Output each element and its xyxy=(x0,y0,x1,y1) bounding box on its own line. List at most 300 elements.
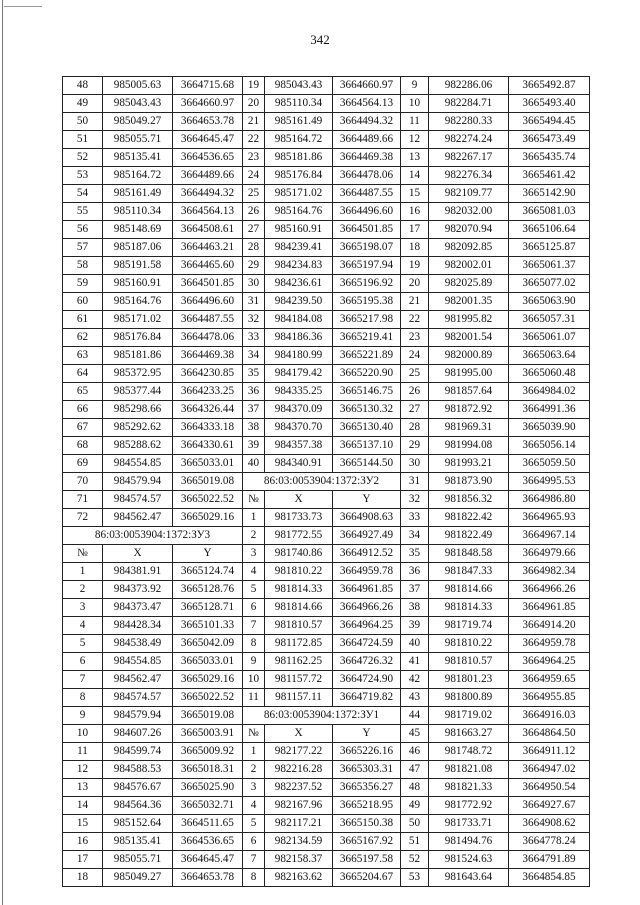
x-coordinate-cell: 981993.21 xyxy=(429,455,509,473)
y-coordinate-cell: 3665039.90 xyxy=(509,419,590,437)
point-number-cell: 29 xyxy=(243,257,265,275)
y-coordinate-cell: 3664950.54 xyxy=(509,779,590,797)
y-coordinate-cell: 3664961.85 xyxy=(509,599,590,617)
y-coordinate-cell: 3664965.93 xyxy=(509,509,590,527)
x-coordinate-cell: 982032.00 xyxy=(429,203,509,221)
point-number-cell: 6 xyxy=(243,833,265,851)
y-coordinate-cell: 3665033.01 xyxy=(173,455,243,473)
x-coordinate-cell: 985164.72 xyxy=(265,131,333,149)
y-column-header: Y xyxy=(173,545,243,563)
x-coordinate-cell: 981995.82 xyxy=(429,311,509,329)
x-coordinate-cell: 985171.02 xyxy=(265,185,333,203)
y-coordinate-cell: 3665144.50 xyxy=(333,455,401,473)
point-number-cell: 4 xyxy=(63,617,103,635)
x-coordinate-cell: 984381.91 xyxy=(103,563,173,581)
point-number-cell: 30 xyxy=(401,455,429,473)
point-number-cell: 23 xyxy=(401,329,429,347)
table-row xyxy=(63,257,590,275)
x-coordinate-cell: 982001.54 xyxy=(429,329,509,347)
y-coordinate-cell: 3665106.64 xyxy=(509,221,590,239)
y-coordinate-cell: 3664916.03 xyxy=(509,707,590,725)
y-coordinate-cell: 3664494.32 xyxy=(333,113,401,131)
x-coordinate-cell: 982070.94 xyxy=(429,221,509,239)
y-coordinate-cell: 3665125.87 xyxy=(509,239,590,257)
table-row xyxy=(63,563,590,581)
table-row xyxy=(63,293,590,311)
point-number-cell: 13 xyxy=(401,149,429,167)
point-number-cell: 5 xyxy=(63,635,103,653)
x-coordinate-cell: 981848.58 xyxy=(429,545,509,563)
x-coordinate-cell: 985181.86 xyxy=(265,149,333,167)
x-column-header: X xyxy=(103,545,173,563)
point-number-cell: 38 xyxy=(243,419,265,437)
x-coordinate-cell: 984554.85 xyxy=(103,653,173,671)
y-coordinate-cell: 3664508.61 xyxy=(173,221,243,239)
point-number-cell: 50 xyxy=(63,113,103,131)
y-coordinate-cell: 3664966.26 xyxy=(509,581,590,599)
y-coordinate-cell: 3664465.60 xyxy=(173,257,243,275)
point-number-cell: 28 xyxy=(243,239,265,257)
table-row xyxy=(63,671,590,689)
y-coordinate-cell: 3665198.07 xyxy=(333,239,401,257)
point-number-cell: 21 xyxy=(243,113,265,131)
point-number-cell: 1 xyxy=(243,509,265,527)
x-coordinate-cell: 985171.02 xyxy=(103,311,173,329)
x-coordinate-cell: 981814.66 xyxy=(429,581,509,599)
y-coordinate-cell: 3664487.55 xyxy=(333,185,401,203)
y-coordinate-cell: 3665218.95 xyxy=(333,797,401,815)
y-coordinate-cell: 3665042.09 xyxy=(173,635,243,653)
point-number-cell: 26 xyxy=(401,383,429,401)
x-coordinate-cell: 985187.06 xyxy=(103,239,173,257)
y-coordinate-cell: 3665196.92 xyxy=(333,275,401,293)
x-coordinate-cell: 985135.41 xyxy=(103,833,173,851)
point-number-cell: 25 xyxy=(401,365,429,383)
x-coordinate-cell: 981494.76 xyxy=(429,833,509,851)
point-number-cell: 40 xyxy=(401,635,429,653)
point-number-cell: 57 xyxy=(63,239,103,257)
point-number-cell: 5 xyxy=(243,581,265,599)
x-coordinate-cell: 985160.91 xyxy=(265,221,333,239)
table-row xyxy=(63,599,590,617)
point-number-cell: 19 xyxy=(401,257,429,275)
point-number-cell: 48 xyxy=(401,779,429,797)
point-number-cell: 5 xyxy=(243,815,265,833)
x-coordinate-cell: 981810.57 xyxy=(429,653,509,671)
point-number-cell: 11 xyxy=(401,113,429,131)
table-row xyxy=(63,797,590,815)
y-coordinate-cell: 3664478.06 xyxy=(333,167,401,185)
point-number-cell: 26 xyxy=(243,203,265,221)
table-row xyxy=(63,419,590,437)
y-coordinate-cell: 3665204.67 xyxy=(333,869,401,887)
y-coordinate-cell: 3664230.85 xyxy=(173,365,243,383)
x-coordinate-cell: 981847.33 xyxy=(429,563,509,581)
y-coordinate-cell: 3664947.02 xyxy=(509,761,590,779)
point-number-cell: 35 xyxy=(401,545,429,563)
point-number-cell: 61 xyxy=(63,311,103,329)
point-number-cell: 20 xyxy=(401,275,429,293)
y-coordinate-cell: 3665060.48 xyxy=(509,365,590,383)
x-coordinate-cell: 981810.22 xyxy=(265,563,333,581)
point-number-cell: 65 xyxy=(63,383,103,401)
point-number-cell: 12 xyxy=(63,761,103,779)
x-coordinate-cell: 984607.26 xyxy=(103,725,173,743)
y-coordinate-cell: 3665221.89 xyxy=(333,347,401,365)
y-coordinate-cell: 3664719.82 xyxy=(333,689,401,707)
table-row xyxy=(63,689,590,707)
table-row xyxy=(63,221,590,239)
x-coordinate-cell: 984576.67 xyxy=(103,779,173,797)
y-coordinate-cell: 3665226.16 xyxy=(333,743,401,761)
y-coordinate-cell: 3665056.14 xyxy=(509,437,590,455)
y-coordinate-cell: 3664478.06 xyxy=(173,329,243,347)
y-coordinate-cell: 3665128.71 xyxy=(173,599,243,617)
y-coordinate-cell: 3664778.24 xyxy=(509,833,590,851)
x-coordinate-cell: 984538.49 xyxy=(103,635,173,653)
y-coordinate-cell: 3664964.25 xyxy=(333,617,401,635)
table-row xyxy=(63,743,590,761)
y-coordinate-cell: 3664645.47 xyxy=(173,131,243,149)
x-coordinate-cell: 985055.71 xyxy=(103,131,173,149)
point-number-cell: 38 xyxy=(401,599,429,617)
x-coordinate-cell: 981733.73 xyxy=(265,509,333,527)
x-coordinate-cell: 981157.11 xyxy=(265,689,333,707)
point-number-cell: 62 xyxy=(63,329,103,347)
x-coordinate-cell: 982274.24 xyxy=(429,131,509,149)
table-row xyxy=(63,725,590,743)
coordinates-table-body xyxy=(63,77,590,887)
y-coordinate-cell: 3665137.10 xyxy=(333,437,401,455)
y-coordinate-cell: 3664233.25 xyxy=(173,383,243,401)
x-coordinate-cell: 981822.42 xyxy=(429,509,509,527)
x-coordinate-cell: 981969.31 xyxy=(429,419,509,437)
point-number-cell: 42 xyxy=(401,671,429,689)
y-coordinate-cell: 3665493.40 xyxy=(509,95,590,113)
y-coordinate-cell: 3664469.38 xyxy=(173,347,243,365)
y-coordinate-cell: 3664494.32 xyxy=(173,185,243,203)
x-coordinate-cell: 984179.42 xyxy=(265,365,333,383)
x-coordinate-cell: 981772.92 xyxy=(429,797,509,815)
point-number-cell: 6 xyxy=(63,653,103,671)
table-row xyxy=(63,329,590,347)
y-coordinate-cell: 3664961.85 xyxy=(333,581,401,599)
point-number-cell: 25 xyxy=(243,185,265,203)
point-number-cell: 27 xyxy=(401,401,429,419)
point-number-cell: 50 xyxy=(401,815,429,833)
y-coordinate-cell: 3665029.16 xyxy=(173,671,243,689)
y-coordinate-cell: 3665195.38 xyxy=(333,293,401,311)
x-coordinate-cell: 985110.34 xyxy=(265,95,333,113)
x-coordinate-cell: 981821.08 xyxy=(429,761,509,779)
y-coordinate-cell: 3664908.63 xyxy=(333,509,401,527)
table-row xyxy=(63,527,590,545)
point-number-cell: 69 xyxy=(63,455,103,473)
point-number-cell: 49 xyxy=(401,797,429,815)
x-coordinate-cell: 982158.37 xyxy=(265,851,333,869)
y-coordinate-cell: 3664536.65 xyxy=(173,833,243,851)
x-coordinate-cell: 981856.32 xyxy=(429,491,509,509)
y-coordinate-cell: 3665019.08 xyxy=(173,707,243,725)
x-coordinate-cell: 984562.47 xyxy=(103,671,173,689)
number-column-header: № xyxy=(63,545,103,563)
x-coordinate-cell: 981814.33 xyxy=(429,599,509,617)
table-row xyxy=(63,473,590,491)
x-coordinate-cell: 984373.92 xyxy=(103,581,173,599)
point-number-cell: 46 xyxy=(401,743,429,761)
table-row xyxy=(63,635,590,653)
x-coordinate-cell: 985043.43 xyxy=(103,95,173,113)
y-coordinate-cell: 3664854.85 xyxy=(509,869,590,887)
point-number-cell: 49 xyxy=(63,95,103,113)
table-row xyxy=(63,707,590,725)
x-coordinate-cell: 981873.90 xyxy=(429,473,509,491)
point-number-cell: 29 xyxy=(401,437,429,455)
point-number-cell: 43 xyxy=(401,689,429,707)
x-coordinate-cell: 981663.27 xyxy=(429,725,509,743)
point-number-cell: 8 xyxy=(243,869,265,887)
x-coordinate-cell: 985164.76 xyxy=(265,203,333,221)
point-number-cell: 11 xyxy=(243,689,265,707)
y-coordinate-cell: 3664959.78 xyxy=(509,635,590,653)
y-coordinate-cell: 3665356.27 xyxy=(333,779,401,797)
y-column-header: Y xyxy=(333,491,401,509)
x-coordinate-cell: 984236.61 xyxy=(265,275,333,293)
point-number-cell: 15 xyxy=(63,815,103,833)
point-number-cell: 70 xyxy=(63,473,103,491)
point-number-cell: 51 xyxy=(63,131,103,149)
x-coordinate-cell: 984562.47 xyxy=(103,509,173,527)
x-coordinate-cell: 984239.41 xyxy=(265,239,333,257)
x-coordinate-cell: 982267.17 xyxy=(429,149,509,167)
y-coordinate-cell: 3665130.40 xyxy=(333,419,401,437)
y-coordinate-cell: 3665492.87 xyxy=(509,77,590,95)
y-coordinate-cell: 3664982.34 xyxy=(509,563,590,581)
point-number-cell: 2 xyxy=(63,581,103,599)
x-coordinate-cell: 982025.89 xyxy=(429,275,509,293)
x-coordinate-cell: 985377.44 xyxy=(103,383,173,401)
x-coordinate-cell: 981814.66 xyxy=(265,599,333,617)
point-number-cell: 66 xyxy=(63,401,103,419)
x-coordinate-cell: 985049.27 xyxy=(103,113,173,131)
table-row xyxy=(63,653,590,671)
x-coordinate-cell: 985164.72 xyxy=(103,167,173,185)
point-number-cell: 52 xyxy=(63,149,103,167)
x-coordinate-cell: 985191.58 xyxy=(103,257,173,275)
table-row xyxy=(63,437,590,455)
x-coordinate-cell: 982280.33 xyxy=(429,113,509,131)
point-number-cell: 24 xyxy=(243,167,265,185)
x-coordinate-cell: 984564.36 xyxy=(103,797,173,815)
table-row xyxy=(63,401,590,419)
x-coordinate-cell: 984373.47 xyxy=(103,599,173,617)
table-row xyxy=(63,545,590,563)
parcel-number-heading: 86:03:0053904:1372:ЗУ2 xyxy=(243,473,401,491)
y-coordinate-cell: 3664645.47 xyxy=(173,851,243,869)
y-coordinate-cell: 3665022.52 xyxy=(173,689,243,707)
y-coordinate-cell: 3664964.25 xyxy=(509,653,590,671)
point-number-cell: 16 xyxy=(63,833,103,851)
x-coordinate-cell: 981719.02 xyxy=(429,707,509,725)
point-number-cell: 9 xyxy=(63,707,103,725)
table-row xyxy=(63,455,590,473)
point-number-cell: 32 xyxy=(401,491,429,509)
x-column-header: X xyxy=(265,491,333,509)
table-row xyxy=(63,167,590,185)
y-coordinate-cell: 3665009.92 xyxy=(173,743,243,761)
point-number-cell: 51 xyxy=(401,833,429,851)
y-coordinate-cell: 3664489.66 xyxy=(333,131,401,149)
point-number-cell: 19 xyxy=(243,77,265,95)
point-number-cell: 35 xyxy=(243,365,265,383)
point-number-cell: 4 xyxy=(243,797,265,815)
x-coordinate-cell: 984579.94 xyxy=(103,473,173,491)
y-coordinate-cell: 3665059.50 xyxy=(509,455,590,473)
table-row xyxy=(63,149,590,167)
point-number-cell: 45 xyxy=(401,725,429,743)
x-coordinate-cell: 985176.84 xyxy=(265,167,333,185)
y-coordinate-cell: 3664984.02 xyxy=(509,383,590,401)
y-coordinate-cell: 3664908.62 xyxy=(509,815,590,833)
y-coordinate-cell: 3664653.78 xyxy=(173,113,243,131)
point-number-cell: 18 xyxy=(401,239,429,257)
x-coordinate-cell: 982163.62 xyxy=(265,869,333,887)
y-coordinate-cell: 3664864.50 xyxy=(509,725,590,743)
x-coordinate-cell: 984239.50 xyxy=(265,293,333,311)
point-number-cell: 33 xyxy=(243,329,265,347)
table-row xyxy=(63,347,590,365)
x-coordinate-cell: 985043.43 xyxy=(265,77,333,95)
y-coordinate-cell: 3664564.13 xyxy=(173,203,243,221)
point-number-cell: 3 xyxy=(63,599,103,617)
table-row xyxy=(63,761,590,779)
y-coordinate-cell: 3665019.08 xyxy=(173,473,243,491)
point-number-cell: 47 xyxy=(401,761,429,779)
number-column-header: № xyxy=(243,725,265,743)
y-coordinate-cell: 3664511.65 xyxy=(173,815,243,833)
x-coordinate-cell: 984184.08 xyxy=(265,311,333,329)
y-coordinate-cell: 3664967.14 xyxy=(509,527,590,545)
x-column-header: X xyxy=(265,725,333,743)
table-row xyxy=(63,833,590,851)
point-number-cell: 23 xyxy=(243,149,265,167)
table-row xyxy=(63,509,590,527)
x-coordinate-cell: 985181.86 xyxy=(103,347,173,365)
scan-edge-line xyxy=(2,0,3,905)
point-number-cell: 31 xyxy=(401,473,429,491)
table-row xyxy=(63,275,590,293)
point-number-cell: 16 xyxy=(401,203,429,221)
y-coordinate-cell: 3665128.76 xyxy=(173,581,243,599)
x-coordinate-cell: 985372.95 xyxy=(103,365,173,383)
x-coordinate-cell: 982092.85 xyxy=(429,239,509,257)
point-number-cell: 9 xyxy=(401,77,429,95)
point-number-cell: 18 xyxy=(63,869,103,887)
x-coordinate-cell: 984554.85 xyxy=(103,455,173,473)
y-coordinate-cell: 3664501.85 xyxy=(173,275,243,293)
point-number-cell: 22 xyxy=(401,311,429,329)
point-number-cell: 7 xyxy=(243,617,265,635)
y-coordinate-cell: 3665022.52 xyxy=(173,491,243,509)
y-coordinate-cell: 3665025.90 xyxy=(173,779,243,797)
y-coordinate-cell: 3665435.74 xyxy=(509,149,590,167)
y-coordinate-cell: 3664536.65 xyxy=(173,149,243,167)
x-coordinate-cell: 984357.38 xyxy=(265,437,333,455)
table-row xyxy=(63,185,590,203)
point-number-cell: 39 xyxy=(243,437,265,455)
point-number-cell: 55 xyxy=(63,203,103,221)
x-coordinate-cell: 985005.63 xyxy=(103,77,173,95)
y-coordinate-cell: 3665032.71 xyxy=(173,797,243,815)
point-number-cell: 7 xyxy=(243,851,265,869)
y-coordinate-cell: 3665219.41 xyxy=(333,329,401,347)
x-coordinate-cell: 982284.71 xyxy=(429,95,509,113)
point-number-cell: 10 xyxy=(63,725,103,743)
point-number-cell: 36 xyxy=(401,563,429,581)
y-coordinate-cell: 3665473.49 xyxy=(509,131,590,149)
point-number-cell: 15 xyxy=(401,185,429,203)
point-number-cell: 2 xyxy=(243,527,265,545)
point-number-cell: 33 xyxy=(401,509,429,527)
x-coordinate-cell: 982117.21 xyxy=(265,815,333,833)
x-coordinate-cell: 985152.64 xyxy=(103,815,173,833)
y-coordinate-cell: 3664660.97 xyxy=(173,95,243,113)
x-coordinate-cell: 982002.01 xyxy=(429,257,509,275)
point-number-cell: 34 xyxy=(243,347,265,365)
x-coordinate-cell: 985161.49 xyxy=(265,113,333,131)
y-coordinate-cell: 3665220.90 xyxy=(333,365,401,383)
point-number-cell: 3 xyxy=(243,779,265,797)
y-coordinate-cell: 3665101.33 xyxy=(173,617,243,635)
point-number-cell: 21 xyxy=(401,293,429,311)
parcel-number-heading: 86:03:0053904:1372:ЗУ3 xyxy=(63,527,243,545)
x-coordinate-cell: 981801.23 xyxy=(429,671,509,689)
y-coordinate-cell: 3664463.21 xyxy=(173,239,243,257)
table-row xyxy=(63,383,590,401)
x-coordinate-cell: 985164.76 xyxy=(103,293,173,311)
y-coordinate-cell: 3664966.26 xyxy=(333,599,401,617)
point-number-cell: 14 xyxy=(63,797,103,815)
point-number-cell: 24 xyxy=(401,347,429,365)
y-coordinate-cell: 3665197.58 xyxy=(333,851,401,869)
point-number-cell: 39 xyxy=(401,617,429,635)
x-coordinate-cell: 984186.36 xyxy=(265,329,333,347)
table-row xyxy=(63,491,590,509)
y-coordinate-cell: 3665130.32 xyxy=(333,401,401,419)
y-coordinate-cell: 3664715.68 xyxy=(173,77,243,95)
table-row xyxy=(63,131,590,149)
point-number-cell: 40 xyxy=(243,455,265,473)
table-row xyxy=(63,779,590,797)
x-coordinate-cell: 984180.99 xyxy=(265,347,333,365)
point-number-cell: 54 xyxy=(63,185,103,203)
y-coordinate-cell: 3664489.66 xyxy=(173,167,243,185)
x-coordinate-cell: 982134.59 xyxy=(265,833,333,851)
y-coordinate-cell: 3664660.97 xyxy=(333,77,401,95)
y-coordinate-cell: 3664653.78 xyxy=(173,869,243,887)
point-number-cell: 34 xyxy=(401,527,429,545)
point-number-cell: 31 xyxy=(243,293,265,311)
x-coordinate-cell: 984340.91 xyxy=(265,455,333,473)
point-number-cell: 28 xyxy=(401,419,429,437)
y-coordinate-cell: 3664496.60 xyxy=(173,293,243,311)
point-number-cell: 10 xyxy=(401,95,429,113)
point-number-cell: 52 xyxy=(401,851,429,869)
x-coordinate-cell: 984588.53 xyxy=(103,761,173,779)
point-number-cell: 9 xyxy=(243,653,265,671)
coordinates-table xyxy=(62,76,590,887)
table-row xyxy=(63,77,590,95)
